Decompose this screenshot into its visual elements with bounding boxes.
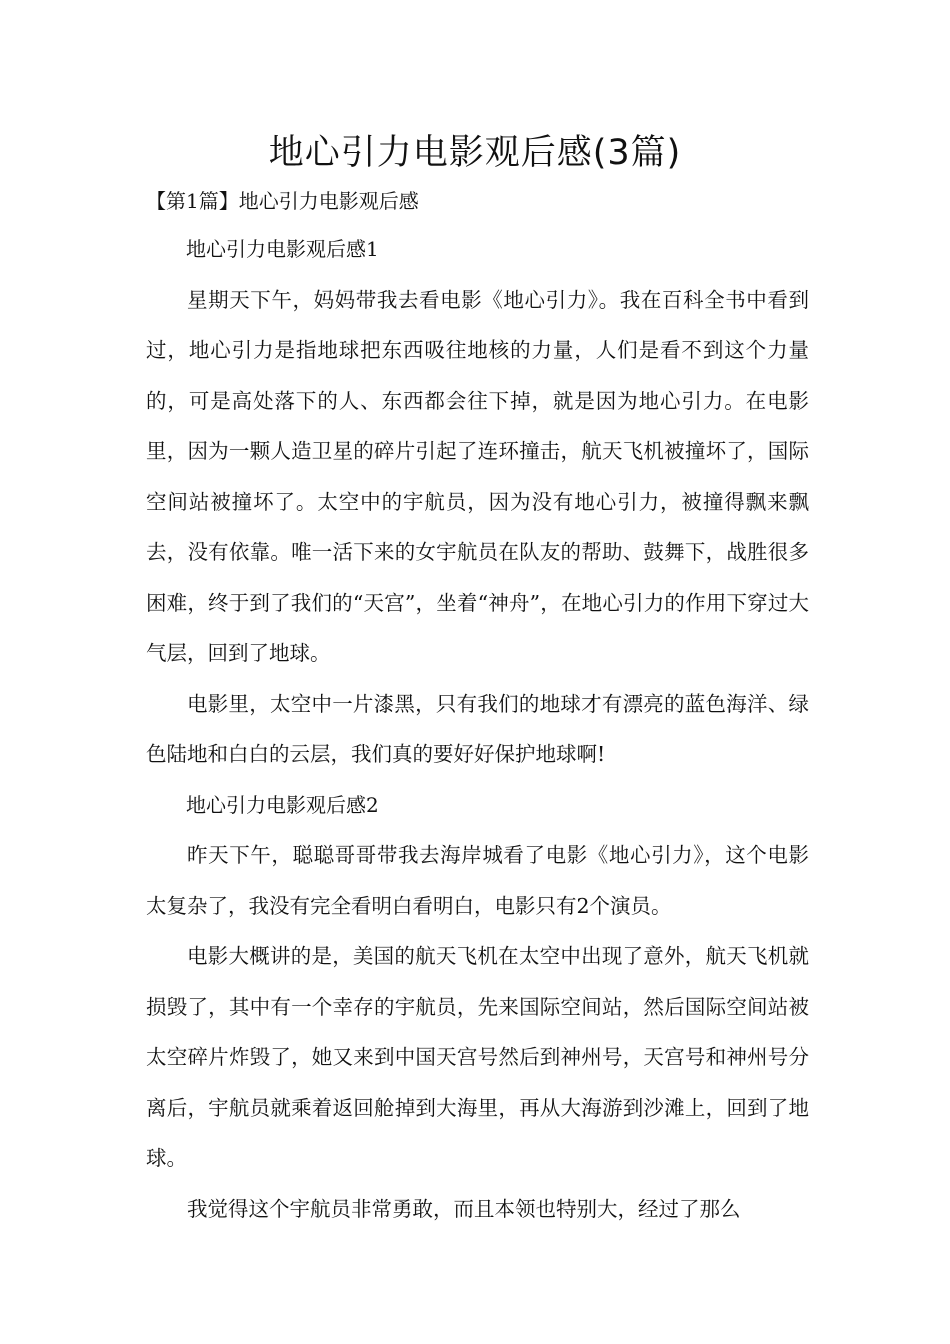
paragraph-5: 我觉得这个宇航员非常勇敢，而且本领也特别大，经过了那么 (187, 1196, 741, 1221)
subheading-1: 地心引力电影观后感1 (186, 237, 379, 261)
paragraph-4: 电影大概讲的是，美国的航天飞机在太空中出现了意外，航天飞机就损毁了，其中有一个幸存的宇航员，先来国际空间站，然后国际空间站被太空碎片炸毁了，她又来到中国天宫号然后到神州号，天宫号和神州号分离后，宇航员就乘着返回舱掉到大海里，再从大海游到沙滩上，回到了地球。 (146, 944, 809, 1170)
subheading-2: 地心引力电影观后感2 (186, 792, 379, 817)
section-heading: 【第1篇】地心引力电影观后感 (146, 189, 419, 213)
paragraph-1: 星期天下午，妈妈带我去看电影《地心引力》。我在百科全书中看到过，地心引力是指地球把东西吸往地核的力量，人们是看不到这个力量的，可是高处落下的人、东西都会往下掉，就是因为地心引力。在电影里，因为一颗人造卫星的碎片引起了连环撞击，航天飞机被撞坏了，国际空间站被撞坏了。太空中的宇航员，因为没有地心引力，被撞得飘来飘去，没有依靠。唯一活下来的女宇航员在队友的帮助、鼓舞下，战胜很多困难，终于到了我们的“天宫”，坐着“神舟”，在地心引力的作用下穿过大气层，回到了地球。 (146, 287, 809, 665)
paragraph-3: 昨天下午，聪聪哥哥带我去海岸城看了电影《地心引力》，这个电影太复杂了，我没有完全看明白看明白，电影只有2个演员。 (146, 843, 809, 918)
document-title: 地心引力电影观后感(3篇) (268, 133, 682, 173)
article-body (146, 224, 809, 1234)
paragraph-2: 电影里，太空中一片漆黑，只有我们的地球才有漂亮的蓝色海洋、绿色陆地和白白的云层，我们真的要好好保护地球啊! (146, 691, 809, 766)
